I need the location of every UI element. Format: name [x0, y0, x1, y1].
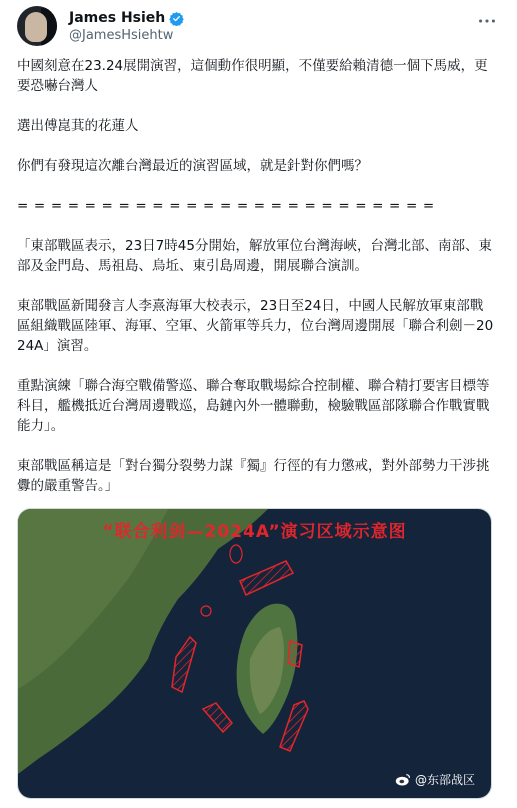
avatar[interactable] — [17, 6, 57, 46]
author-handle[interactable]: @JamesHsiehtw — [69, 28, 174, 43]
exercise-map — [18, 509, 491, 798]
post-paragraph: 中國刻意在23.24展開演習，這個動作很明顯，不僅要給賴清德一個下馬威，更要恐嚇台灣人 — [17, 58, 488, 94]
post-paragraph: 東部戰區稱這是「對台獨分裂勢力謀『獨』行徑的有力懲戒，對外部勢力干涉挑釁的嚴重警告。」 — [17, 458, 490, 494]
post-paragraph: 你們有發現這次離台灣最近的演習區域，就是針對你們嗎？ — [17, 158, 368, 174]
author-name-row[interactable] — [69, 9, 184, 27]
weibo-icon — [395, 773, 411, 786]
post-paragraph: 重點演練「聯合海空戰備警巡、聯合奪取戰場綜合控制權、聯合精打要害目標等科目，艦機抵近台灣周邊戰巡，島鏈內外一體聯動，檢驗戰區部隊聯合作戰實戰能力」。 — [17, 378, 490, 434]
verified-badge-icon — [169, 11, 184, 26]
tweet-text — [17, 56, 495, 496]
tweet-header — [17, 6, 502, 46]
exercise-zone — [288, 641, 302, 667]
media-image[interactable] — [17, 508, 492, 799]
author-display-name[interactable]: James Hsieh — [69, 10, 166, 26]
post-paragraph: 選出傅崑萁的花蓮人 — [17, 118, 139, 134]
separator-line: ========================= — [17, 198, 440, 214]
more-options-icon[interactable] — [476, 10, 498, 32]
watermark-text: @东部战区 — [414, 773, 475, 787]
media-watermark — [395, 771, 475, 788]
map-title: “联合利剑—2024A”演习区域示意图 — [102, 522, 407, 542]
post-paragraph: 「東部戰區表示，23日7時45分開始，解放軍位台灣海峽，台灣北部、南部、東部及金門島、馬祖島、烏坵、東引島周邊，開展聯合演訓。 — [17, 238, 492, 274]
post-paragraph: 東部戰區新聞發言人李熹海軍大校表示，23日至24日，中國人民解放軍東部戰區組織戰區陸軍、海軍、空軍、火箭軍等兵力，位台灣周邊開展「聯合利劍－2024A」演習。 — [17, 298, 494, 354]
